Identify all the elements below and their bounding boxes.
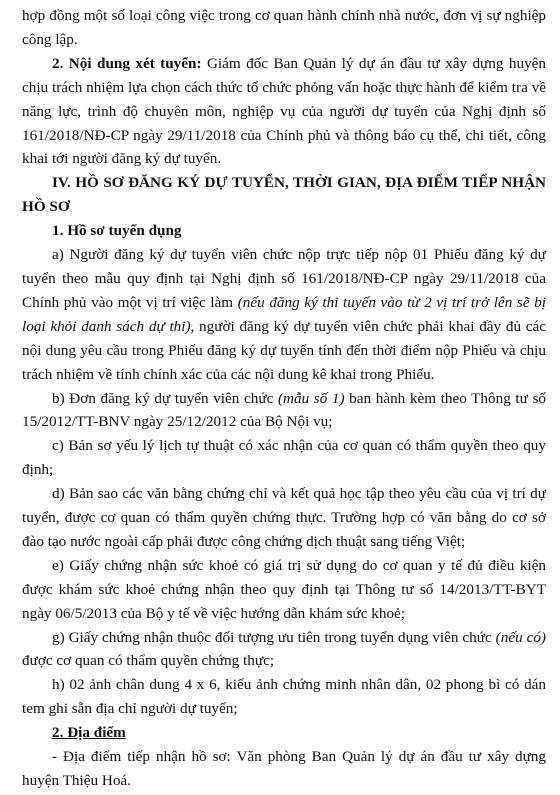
item-a-text-2: , người đăng ký dự tuyển viên chức phải khai đầy đủ các nội dung yêu cầu trong Phiếu đăng ký dự tuyển tính đến thời điểm nộp Phiếu và chịu trách nhiệm về tính chính xác của các nội dung kê khai trong Phiếu. — [22, 317, 546, 383]
item-g-text-1: g) Giấy chứng nhận thuộc đối tượng ưu tiên trong tuyển dụng viên chức — [52, 628, 496, 646]
subsection-location-heading — [22, 721, 546, 745]
item-e: e) Giấy chứng nhận sức khoẻ có giá trị sử dụng do cơ quan y tế đủ điều kiện được khám sức khoẻ chứng nhận theo quy định tại Thông tư số 14/2013/TT-BYT ngày 06/5/2013 của Bộ y tế về việc hướng dẫn khám sức khoẻ; — [22, 556, 546, 622]
selection-content-heading: 2. Nội dung xét tuyển: — [52, 54, 202, 72]
item-b — [22, 387, 546, 435]
location-paragraph: - Địa điểm tiếp nhận hồ sơ: Văn phòng Ban Quản lý dự án đầu tư xây dựng huyện Thiệu Hoá. — [22, 748, 546, 789]
item-g — [22, 626, 546, 674]
subsection-dossier-heading: 1. Hồ sơ tuyển dụng — [52, 222, 182, 240]
item-d: d) Bản sao các văn bằng chứng chỉ và kết quả học tập theo yêu cầu của vị trí dự tuyển, được cơ quan có thẩm quyền chứng thực. Trường hợp có văn bằng do cơ sở đào tạo nước ngoài cấp phải được công chứng dịch thuật sang tiếng Việt; — [22, 485, 546, 550]
item-g-text-2: được cơ quan có thẩm quyền chứng thực; — [22, 652, 275, 670]
item-a — [22, 243, 546, 386]
section-iv-heading: IV. HỒ SƠ ĐĂNG KÝ DỰ TUYỂN, THỜI GIAN, ĐỊA ĐIỂM TIẾP NHẬN HỒ SƠ — [22, 174, 546, 216]
selection-content-text: Giám đốc Ban Quản lý dự án đầu tư xây dựng huyện chịu trách nhiệm lựa chọn cách thức tổ chức phỏng vấn hoặc thực hành để kiểm tra về năng lực, trình độ chuyên môn, nghiệp vụ của người dự tuyển của Nghị định số 161/2018/NĐ-CP ngày 29/11/2018 của Chính phủ và thông báo cụ thể, chi tiết, công khai tới người đăng ký dự tuyển. — [22, 54, 546, 168]
item-b-text-2: ban hành kèm theo Thông tư số 15/2012/TT-BNV ngày 25/12/2012 của Bộ Nội vụ; — [22, 389, 546, 431]
item-h: h) 02 ảnh chân dung 4 x 6, kiểu ảnh chứng minh nhân dân, 02 phong bì có dán tem ghi sẵn địa chỉ người dự tuyển; — [22, 676, 546, 718]
item-b-text-1: b) Đơn đăng ký dự tuyển viên chức — [52, 389, 278, 407]
item-a-text-1: a) Người đăng ký dự tuyển viên chức nộp trực tiếp nộp 01 Phiếu đăng ký dự tuyển theo mẫu quy định tại Nghị định số 161/2018/NĐ-CP ngày 29/11/2018 của Chính phủ vào một vị trí việc làm — [22, 246, 546, 311]
location-heading-text: 2. Địa điểm — [52, 724, 126, 742]
item-b-italic-note: (mẫu số 1) — [277, 389, 345, 407]
item-c: c) Bản sơ yếu lý lịch tự thuật có xác nhận của cơ quan có thẩm quyền theo quy định; — [22, 437, 546, 479]
paragraph-selection-content — [22, 52, 546, 172]
paragraph-continuation: hợp đồng một số loại công việc trong cơ quan hành chính nhà nước, đơn vị sự nghiệp công lập. — [22, 7, 546, 48]
item-a-italic-note: (nếu đăng ký thi tuyển vào từ 2 vị trí trở lên sẽ bị loại khỏi danh sách dự thi) — [22, 293, 546, 335]
item-g-italic-note: (nếu có) — [495, 628, 546, 646]
